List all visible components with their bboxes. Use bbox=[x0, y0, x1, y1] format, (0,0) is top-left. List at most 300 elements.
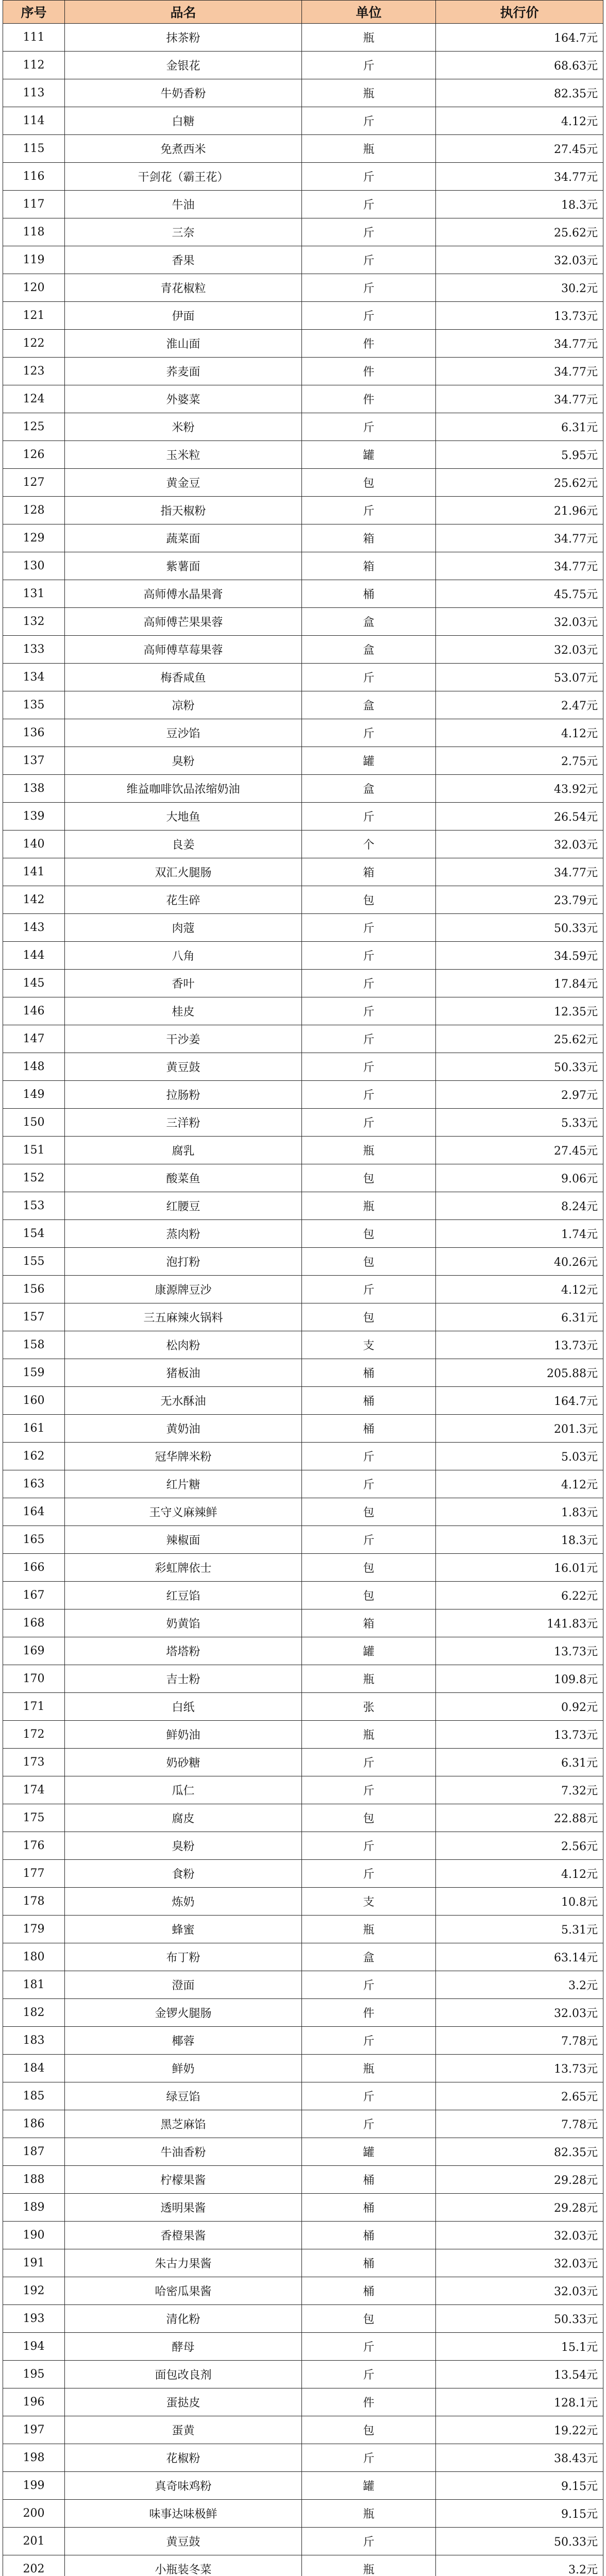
header-row bbox=[3, 1, 603, 24]
row-unit: 包 bbox=[302, 469, 436, 497]
row-index: 114 bbox=[3, 107, 65, 135]
table-row bbox=[3, 1943, 603, 1971]
row-price: 13.73元 bbox=[436, 1331, 603, 1359]
row-item-name: 干剑花（霸王花） bbox=[65, 163, 302, 191]
row-unit: 斤 bbox=[302, 1971, 436, 1999]
row-unit: 桶 bbox=[302, 580, 436, 608]
row-item-name: 荞麦面 bbox=[65, 358, 302, 385]
header-index: 序号 bbox=[3, 1, 65, 24]
row-item-name: 奶黄馅 bbox=[65, 1609, 302, 1637]
row-index: 159 bbox=[3, 1359, 65, 1387]
row-item-name: 蛋挞皮 bbox=[65, 2388, 302, 2416]
table-row bbox=[3, 1609, 603, 1637]
row-price: 0.92元 bbox=[436, 1693, 603, 1721]
row-index: 136 bbox=[3, 719, 65, 747]
row-price: 9.15元 bbox=[436, 2500, 603, 2528]
row-unit: 斤 bbox=[302, 218, 436, 246]
row-price: 15.1元 bbox=[436, 2333, 603, 2361]
row-index: 194 bbox=[3, 2333, 65, 2361]
table-row bbox=[3, 2082, 603, 2110]
row-item-name: 蛋黄 bbox=[65, 2416, 302, 2444]
table-row bbox=[3, 1804, 603, 1832]
row-unit: 斤 bbox=[302, 191, 436, 218]
row-price: 4.12元 bbox=[436, 1276, 603, 1303]
row-price: 2.75元 bbox=[436, 747, 603, 775]
row-index: 139 bbox=[3, 803, 65, 831]
row-index: 113 bbox=[3, 79, 65, 107]
row-price: 201.3元 bbox=[436, 1415, 603, 1443]
row-price: 7.32元 bbox=[436, 1776, 603, 1804]
row-item-name: 透明果酱 bbox=[65, 2194, 302, 2222]
row-price: 5.03元 bbox=[436, 1443, 603, 1470]
row-unit: 斤 bbox=[302, 1776, 436, 1804]
row-unit: 斤 bbox=[302, 942, 436, 970]
row-index: 115 bbox=[3, 135, 65, 163]
row-unit: 包 bbox=[302, 1303, 436, 1331]
row-unit: 斤 bbox=[302, 2333, 436, 2361]
row-index: 133 bbox=[3, 636, 65, 664]
row-item-name: 椰蓉 bbox=[65, 2027, 302, 2055]
table-body bbox=[3, 24, 603, 2576]
row-unit: 桶 bbox=[302, 2222, 436, 2249]
row-index: 164 bbox=[3, 1498, 65, 1526]
table-row bbox=[3, 246, 603, 274]
row-unit: 斤 bbox=[302, 413, 436, 441]
row-index: 116 bbox=[3, 163, 65, 191]
row-item-name: 伊面 bbox=[65, 302, 302, 330]
table-row bbox=[3, 1554, 603, 1582]
row-index: 169 bbox=[3, 1637, 65, 1665]
row-item-name: 朱古力果酱 bbox=[65, 2249, 302, 2277]
row-item-name: 黑芝麻馅 bbox=[65, 2110, 302, 2138]
row-price: 18.3元 bbox=[436, 191, 603, 218]
row-item-name: 紫薯面 bbox=[65, 552, 302, 580]
row-unit: 件 bbox=[302, 358, 436, 385]
row-price: 34.77元 bbox=[436, 330, 603, 358]
row-price: 4.12元 bbox=[436, 107, 603, 135]
table-row bbox=[3, 441, 603, 469]
row-index: 121 bbox=[3, 302, 65, 330]
row-index: 193 bbox=[3, 2305, 65, 2333]
table-row bbox=[3, 1916, 603, 1943]
row-item-name: 维益咖啡饮品浓缩奶油 bbox=[65, 775, 302, 803]
row-unit: 斤 bbox=[302, 719, 436, 747]
row-price: 34.77元 bbox=[436, 858, 603, 886]
table-row bbox=[3, 886, 603, 914]
row-index: 130 bbox=[3, 552, 65, 580]
row-index: 126 bbox=[3, 441, 65, 469]
row-index: 186 bbox=[3, 2110, 65, 2138]
row-item-name: 金锣火腿肠 bbox=[65, 1999, 302, 2027]
row-price: 45.75元 bbox=[436, 580, 603, 608]
row-index: 168 bbox=[3, 1609, 65, 1637]
row-index: 182 bbox=[3, 1999, 65, 2027]
table-row bbox=[3, 469, 603, 497]
row-price: 27.45元 bbox=[436, 135, 603, 163]
table-row bbox=[3, 608, 603, 636]
row-index: 184 bbox=[3, 2055, 65, 2082]
row-item-name: 腐乳 bbox=[65, 1137, 302, 1164]
row-index: 150 bbox=[3, 1109, 65, 1137]
table-row bbox=[3, 2249, 603, 2277]
table-row bbox=[3, 970, 603, 997]
table-row bbox=[3, 1832, 603, 1860]
row-unit: 瓶 bbox=[302, 1916, 436, 1943]
row-unit: 斤 bbox=[302, 246, 436, 274]
row-price: 21.96元 bbox=[436, 497, 603, 524]
row-item-name: 清化粉 bbox=[65, 2305, 302, 2333]
row-item-name: 鲜奶油 bbox=[65, 1721, 302, 1749]
row-index: 119 bbox=[3, 246, 65, 274]
row-unit: 斤 bbox=[302, 1832, 436, 1860]
row-index: 154 bbox=[3, 1220, 65, 1248]
row-unit: 瓶 bbox=[302, 1192, 436, 1220]
row-item-name: 绿豆馅 bbox=[65, 2082, 302, 2110]
row-price: 25.62元 bbox=[436, 218, 603, 246]
table-row bbox=[3, 2528, 603, 2555]
row-price: 2.97元 bbox=[436, 1081, 603, 1109]
row-item-name: 梅香咸鱼 bbox=[65, 664, 302, 691]
table-row bbox=[3, 2110, 603, 2138]
row-unit: 个 bbox=[302, 831, 436, 858]
row-unit: 包 bbox=[302, 1220, 436, 1248]
row-price: 82.35元 bbox=[436, 2138, 603, 2166]
row-unit: 包 bbox=[302, 1498, 436, 1526]
row-unit: 罐 bbox=[302, 747, 436, 775]
table-row bbox=[3, 2444, 603, 2472]
row-price: 38.43元 bbox=[436, 2444, 603, 2472]
row-index: 118 bbox=[3, 218, 65, 246]
row-unit: 斤 bbox=[302, 2528, 436, 2555]
row-unit: 桶 bbox=[302, 2277, 436, 2305]
row-price: 6.31元 bbox=[436, 1303, 603, 1331]
row-unit: 包 bbox=[302, 1164, 436, 1192]
row-unit: 桶 bbox=[302, 2194, 436, 2222]
table-row bbox=[3, 163, 603, 191]
row-item-name: 王守义麻辣鲜 bbox=[65, 1498, 302, 1526]
row-unit: 斤 bbox=[302, 2361, 436, 2388]
row-index: 195 bbox=[3, 2361, 65, 2388]
table-row bbox=[3, 52, 603, 79]
row-price: 8.24元 bbox=[436, 1192, 603, 1220]
row-index: 176 bbox=[3, 1832, 65, 1860]
row-price: 12.35元 bbox=[436, 997, 603, 1025]
row-item-name: 香果 bbox=[65, 246, 302, 274]
row-unit: 斤 bbox=[302, 274, 436, 302]
row-index: 189 bbox=[3, 2194, 65, 2222]
row-unit: 包 bbox=[302, 1582, 436, 1609]
row-unit: 包 bbox=[302, 2305, 436, 2333]
row-index: 135 bbox=[3, 691, 65, 719]
row-item-name: 高师傅水晶果膏 bbox=[65, 580, 302, 608]
table-row bbox=[3, 1387, 603, 1415]
row-unit: 张 bbox=[302, 1693, 436, 1721]
row-unit: 支 bbox=[302, 1888, 436, 1916]
row-unit: 斤 bbox=[302, 2444, 436, 2472]
row-item-name: 大地鱼 bbox=[65, 803, 302, 831]
row-unit: 支 bbox=[302, 1331, 436, 1359]
row-price: 5.95元 bbox=[436, 441, 603, 469]
row-item-name: 奶砂糖 bbox=[65, 1749, 302, 1776]
row-unit: 罐 bbox=[302, 2472, 436, 2500]
row-index: 141 bbox=[3, 858, 65, 886]
row-item-name: 黄豆鼓 bbox=[65, 1053, 302, 1081]
table-row bbox=[3, 1693, 603, 1721]
table-row bbox=[3, 2222, 603, 2249]
row-item-name: 腐皮 bbox=[65, 1804, 302, 1832]
row-unit: 瓶 bbox=[302, 1137, 436, 1164]
table-row bbox=[3, 2500, 603, 2528]
row-unit: 盒 bbox=[302, 636, 436, 664]
row-index: 143 bbox=[3, 914, 65, 942]
row-item-name: 真奇味鸡粉 bbox=[65, 2472, 302, 2500]
row-index: 127 bbox=[3, 469, 65, 497]
row-unit: 斤 bbox=[302, 2027, 436, 2055]
row-unit: 包 bbox=[302, 886, 436, 914]
row-price: 4.12元 bbox=[436, 1860, 603, 1888]
row-price: 1.74元 bbox=[436, 1220, 603, 1248]
row-unit: 斤 bbox=[302, 107, 436, 135]
row-item-name: 泡打粉 bbox=[65, 1248, 302, 1276]
row-unit: 斤 bbox=[302, 163, 436, 191]
row-item-name: 三洋粉 bbox=[65, 1109, 302, 1137]
row-price: 34.77元 bbox=[436, 552, 603, 580]
table-row bbox=[3, 497, 603, 524]
row-price: 32.03元 bbox=[436, 2277, 603, 2305]
table-row bbox=[3, 358, 603, 385]
header-name: 品名 bbox=[65, 1, 302, 24]
row-unit: 斤 bbox=[302, 803, 436, 831]
table-row bbox=[3, 2305, 603, 2333]
row-item-name: 吉士粉 bbox=[65, 1665, 302, 1693]
table-row bbox=[3, 191, 603, 218]
table-row bbox=[3, 1665, 603, 1693]
row-unit: 斤 bbox=[302, 1443, 436, 1470]
row-price: 32.03元 bbox=[436, 2222, 603, 2249]
row-index: 156 bbox=[3, 1276, 65, 1303]
row-unit: 包 bbox=[302, 2416, 436, 2444]
row-index: 153 bbox=[3, 1192, 65, 1220]
row-item-name: 彩虹牌依士 bbox=[65, 1554, 302, 1582]
row-price: 25.62元 bbox=[436, 1025, 603, 1053]
table-row bbox=[3, 691, 603, 719]
table-row bbox=[3, 2166, 603, 2194]
table-row bbox=[3, 2416, 603, 2444]
row-price: 27.45元 bbox=[436, 1137, 603, 1164]
row-index: 137 bbox=[3, 747, 65, 775]
row-unit: 斤 bbox=[302, 497, 436, 524]
table-row bbox=[3, 747, 603, 775]
row-index: 131 bbox=[3, 580, 65, 608]
row-unit: 瓶 bbox=[302, 2555, 436, 2576]
row-index: 172 bbox=[3, 1721, 65, 1749]
row-index: 125 bbox=[3, 413, 65, 441]
row-item-name: 牛奶香粉 bbox=[65, 79, 302, 107]
row-unit: 瓶 bbox=[302, 79, 436, 107]
row-unit: 斤 bbox=[302, 1081, 436, 1109]
table-row bbox=[3, 636, 603, 664]
row-unit: 盒 bbox=[302, 691, 436, 719]
row-index: 174 bbox=[3, 1776, 65, 1804]
row-unit: 桶 bbox=[302, 2166, 436, 2194]
row-price: 40.26元 bbox=[436, 1248, 603, 1276]
table-row bbox=[3, 1637, 603, 1665]
table-row bbox=[3, 1443, 603, 1470]
row-price: 18.3元 bbox=[436, 1526, 603, 1554]
row-item-name: 干沙姜 bbox=[65, 1025, 302, 1053]
row-index: 155 bbox=[3, 1248, 65, 1276]
row-price: 32.03元 bbox=[436, 608, 603, 636]
row-item-name: 红片糖 bbox=[65, 1470, 302, 1498]
row-unit: 斤 bbox=[302, 302, 436, 330]
row-index: 188 bbox=[3, 2166, 65, 2194]
table-row bbox=[3, 2388, 603, 2416]
row-item-name: 猪板油 bbox=[65, 1359, 302, 1387]
row-item-name: 外婆菜 bbox=[65, 385, 302, 413]
table-row bbox=[3, 2333, 603, 2361]
table-row bbox=[3, 1248, 603, 1276]
row-index: 158 bbox=[3, 1331, 65, 1359]
row-price: 50.33元 bbox=[436, 1053, 603, 1081]
row-price: 16.01元 bbox=[436, 1554, 603, 1582]
row-index: 147 bbox=[3, 1025, 65, 1053]
row-index: 146 bbox=[3, 997, 65, 1025]
row-price: 10.8元 bbox=[436, 1888, 603, 1916]
table-row bbox=[3, 1164, 603, 1192]
row-unit: 桶 bbox=[302, 1415, 436, 1443]
table-row bbox=[3, 302, 603, 330]
table-row bbox=[3, 274, 603, 302]
row-price: 1.83元 bbox=[436, 1498, 603, 1526]
table-row bbox=[3, 330, 603, 358]
row-item-name: 塔塔粉 bbox=[65, 1637, 302, 1665]
row-price: 7.78元 bbox=[436, 2027, 603, 2055]
row-unit: 瓶 bbox=[302, 1665, 436, 1693]
table-row bbox=[3, 107, 603, 135]
row-price: 29.28元 bbox=[436, 2166, 603, 2194]
table-row bbox=[3, 664, 603, 691]
row-price: 25.62元 bbox=[436, 469, 603, 497]
row-index: 178 bbox=[3, 1888, 65, 1916]
row-price: 23.79元 bbox=[436, 886, 603, 914]
row-price: 34.77元 bbox=[436, 163, 603, 191]
table-row bbox=[3, 1971, 603, 1999]
row-item-name: 牛油 bbox=[65, 191, 302, 218]
row-item-name: 高师傅草莓果蓉 bbox=[65, 636, 302, 664]
row-price: 53.07元 bbox=[436, 664, 603, 691]
row-item-name: 哈密瓜果酱 bbox=[65, 2277, 302, 2305]
row-item-name: 拉肠粉 bbox=[65, 1081, 302, 1109]
table-row bbox=[3, 719, 603, 747]
row-price: 9.06元 bbox=[436, 1164, 603, 1192]
row-price: 128.1元 bbox=[436, 2388, 603, 2416]
row-index: 200 bbox=[3, 2500, 65, 2528]
row-price: 32.03元 bbox=[436, 1999, 603, 2027]
row-price: 2.65元 bbox=[436, 2082, 603, 2110]
row-item-name: 黄奶油 bbox=[65, 1415, 302, 1443]
row-item-name: 青花椒粒 bbox=[65, 274, 302, 302]
row-item-name: 抹茶粉 bbox=[65, 24, 302, 52]
row-price: 32.03元 bbox=[436, 636, 603, 664]
row-item-name: 肉蔻 bbox=[65, 914, 302, 942]
row-index: 117 bbox=[3, 191, 65, 218]
table-row bbox=[3, 135, 603, 163]
table-row bbox=[3, 1220, 603, 1248]
row-unit: 斤 bbox=[302, 997, 436, 1025]
row-unit: 箱 bbox=[302, 858, 436, 886]
table-row bbox=[3, 1109, 603, 1137]
row-price: 17.84元 bbox=[436, 970, 603, 997]
table-row bbox=[3, 218, 603, 246]
row-unit: 箱 bbox=[302, 1609, 436, 1637]
row-price: 109.8元 bbox=[436, 1665, 603, 1693]
row-unit: 瓶 bbox=[302, 135, 436, 163]
row-item-name: 香橙果酱 bbox=[65, 2222, 302, 2249]
row-item-name: 指天椒粉 bbox=[65, 497, 302, 524]
row-index: 192 bbox=[3, 2277, 65, 2305]
row-unit: 斤 bbox=[302, 1276, 436, 1303]
row-index: 129 bbox=[3, 524, 65, 552]
row-item-name: 高师傅芒果果蓉 bbox=[65, 608, 302, 636]
table-row bbox=[3, 580, 603, 608]
row-index: 162 bbox=[3, 1443, 65, 1470]
table-row bbox=[3, 2138, 603, 2166]
row-price: 22.88元 bbox=[436, 1804, 603, 1832]
table-row bbox=[3, 1303, 603, 1331]
row-index: 128 bbox=[3, 497, 65, 524]
table-row bbox=[3, 1470, 603, 1498]
row-price: 6.31元 bbox=[436, 413, 603, 441]
row-price: 43.92元 bbox=[436, 775, 603, 803]
row-unit: 罐 bbox=[302, 441, 436, 469]
row-index: 151 bbox=[3, 1137, 65, 1164]
row-item-name: 澄面 bbox=[65, 1971, 302, 1999]
row-price: 6.31元 bbox=[436, 1749, 603, 1776]
row-index: 111 bbox=[3, 24, 65, 52]
row-price: 68.63元 bbox=[436, 52, 603, 79]
row-item-name: 酵母 bbox=[65, 2333, 302, 2361]
row-unit: 斤 bbox=[302, 1025, 436, 1053]
table-row bbox=[3, 1888, 603, 1916]
row-index: 112 bbox=[3, 52, 65, 79]
row-price: 34.77元 bbox=[436, 524, 603, 552]
row-unit: 斤 bbox=[302, 970, 436, 997]
table-row bbox=[3, 1276, 603, 1303]
table-row bbox=[3, 2027, 603, 2055]
row-price: 164.7元 bbox=[436, 24, 603, 52]
row-item-name: 酸菜鱼 bbox=[65, 1164, 302, 1192]
row-index: 157 bbox=[3, 1303, 65, 1331]
row-price: 26.54元 bbox=[436, 803, 603, 831]
row-unit: 件 bbox=[302, 1999, 436, 2027]
row-index: 123 bbox=[3, 358, 65, 385]
row-price: 30.2元 bbox=[436, 274, 603, 302]
row-price: 13.54元 bbox=[436, 2361, 603, 2388]
row-price: 29.28元 bbox=[436, 2194, 603, 2222]
row-item-name: 三奈 bbox=[65, 218, 302, 246]
table-row bbox=[3, 775, 603, 803]
table-row bbox=[3, 552, 603, 580]
table-row bbox=[3, 803, 603, 831]
row-unit: 件 bbox=[302, 385, 436, 413]
row-price: 13.73元 bbox=[436, 1637, 603, 1665]
row-item-name: 金银花 bbox=[65, 52, 302, 79]
table-row bbox=[3, 2472, 603, 2500]
row-index: 175 bbox=[3, 1804, 65, 1832]
row-index: 198 bbox=[3, 2444, 65, 2472]
row-index: 173 bbox=[3, 1749, 65, 1776]
row-item-name: 花生碎 bbox=[65, 886, 302, 914]
